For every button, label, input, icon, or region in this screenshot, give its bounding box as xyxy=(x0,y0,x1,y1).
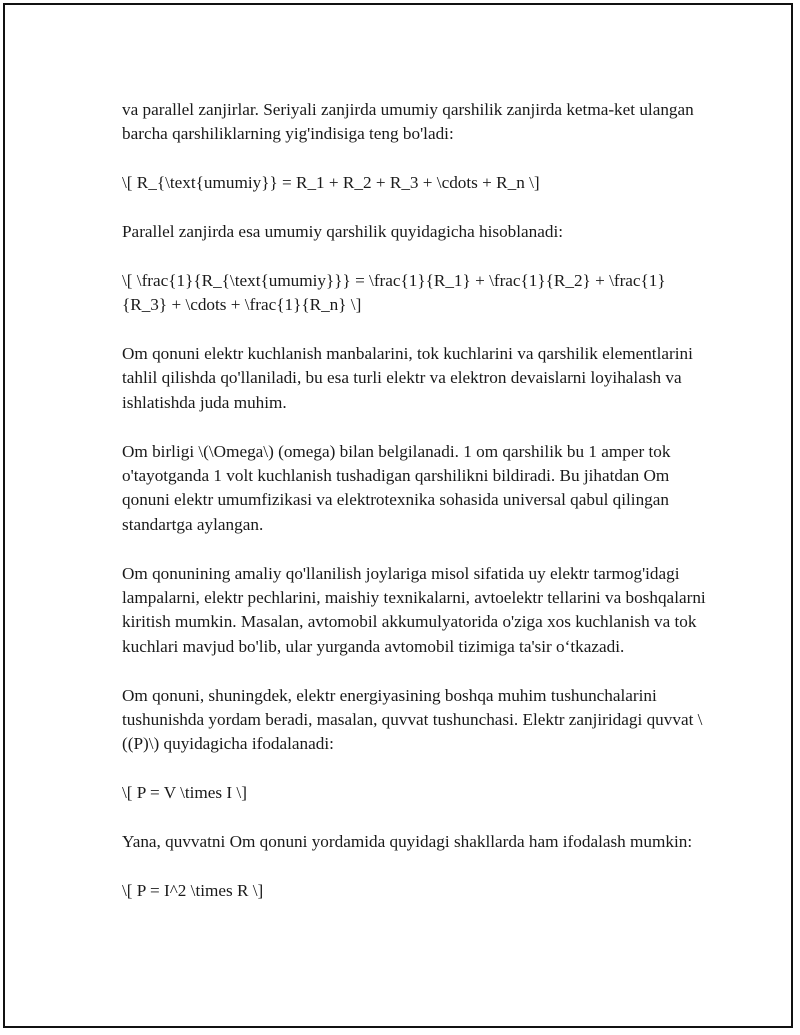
paragraph-series-circuits: va parallel zanjirlar. Seriyali zanjirda umumiy qarshilik zanjirda ketma-ket ulangan barcha qarshiliklarning yig'indisiga teng bo'ladi: xyxy=(122,100,694,144)
document-body xyxy=(122,98,707,928)
formula-power-i2r: \[ P = I^2 \times R \] xyxy=(122,880,264,900)
paragraph-power-intro: Om qonuni, shuningdek, elektr energiyasining boshqa muhim tushunchalarini tushunishda yordam beradi, masalan, quvvat tushunchasi. Elektr zanjiridagi quvvat \((P)\) quyidagicha ifodalanadi: xyxy=(122,685,703,754)
formula-power-vi: \[ P = V \times I \] xyxy=(122,783,247,803)
paragraph-power-ohm: Yana, quvvatni Om qonuni yordamida quyidagi shakllarda ham ifodalash mumkin: xyxy=(122,832,693,852)
page-frame xyxy=(3,3,793,1028)
paragraph-ohm-unit: Om birligi \(\Omega\) (omega) bilan belgilanadi. 1 om qarshilik bu 1 amper tok o'tayotganda 1 volt kuchlanish tushadigan qarshilikni bildiradi. Bu jihatdan Om qonuni elektr umumfizikasi va elektrotexnika sohasida universal qabul qilingan standartga aylangan. xyxy=(122,441,671,534)
paragraph-practical-examples: Om qonunining amaliy qo'llanilish joylariga misol sifatida uy elektr tarmog'idagi lampalarni, elektr pechlarini, maishiy texnikalarni, avtoelektr tellarini va boshqalarni kiritish mumkin. Masalan, avtomobil akkumulyatorida o'ziga xos kuchlanish va tok kuchlari mavjud bo'lib, ular yurganda avtomobil tizimiga ta'sir o‘tkazadi. xyxy=(122,563,706,656)
formula-parallel-resistance: \[ \frac{1}{R_{\text{umumiy}}} = \frac{1}{R_1} + \frac{1}{R_2} + \frac{1}{R_3} + \cdots + \frac{1}{R_n} \] xyxy=(122,270,666,315)
paragraph-parallel-intro: Parallel zanjirda esa umumiy qarshilik quyidagicha hisoblanadi: xyxy=(122,222,564,241)
paragraph-ohm-law-application: Om qonuni elektr kuchlanish manbalarini, tok kuchlarini va qarshilik elementlarini tahlil qilishda qo'llaniladi, bu esa turli elektr va elektron devaislarni loyihalash va ishlatishda juda muhim. xyxy=(122,344,693,412)
formula-series-resistance: \[ R_{\text{umumiy}} = R_1 + R_2 + R_3 + \cdots + R_n \] xyxy=(122,173,540,193)
